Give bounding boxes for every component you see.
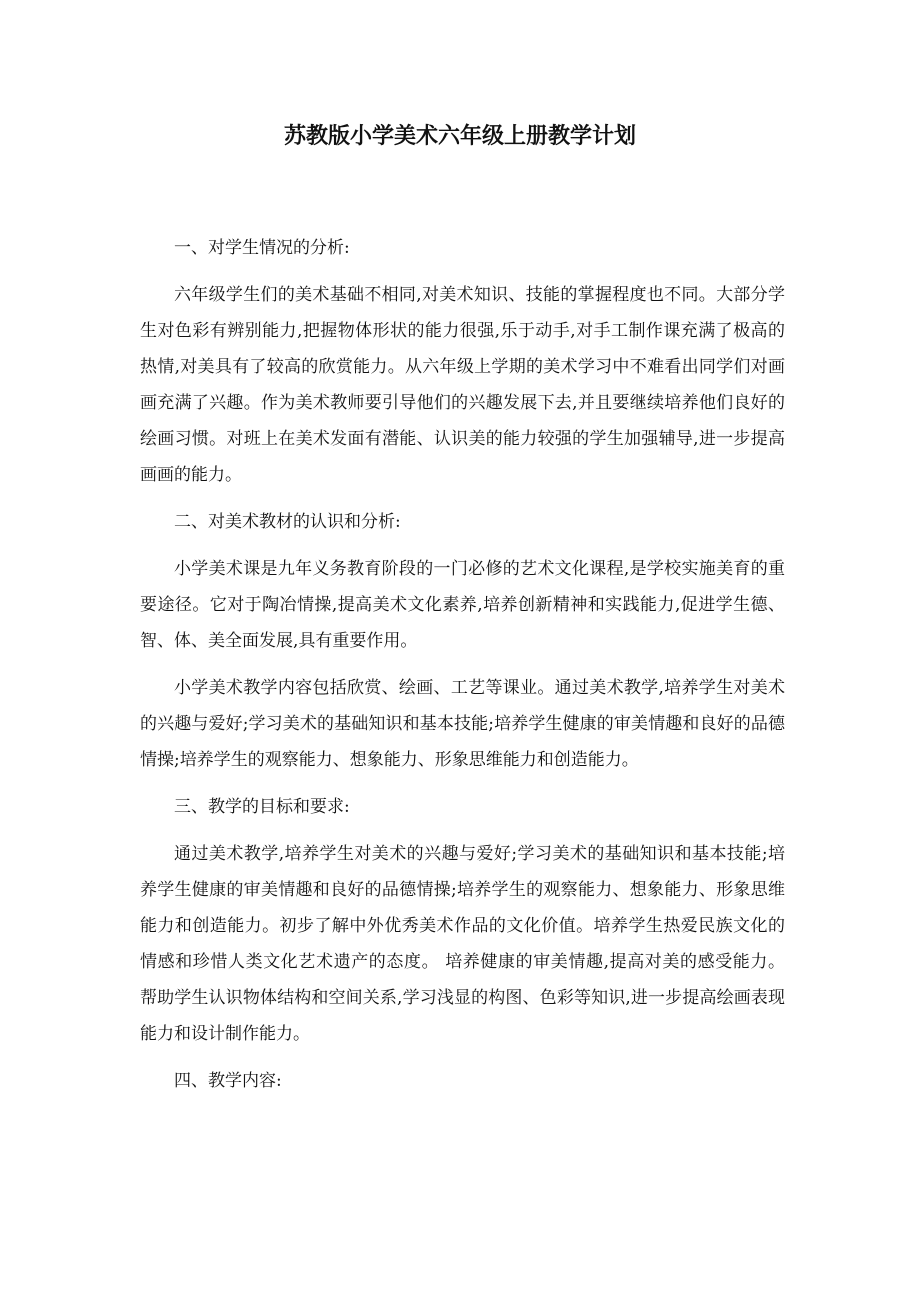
section-heading-student-analysis: 一、对学生情况的分析: xyxy=(174,238,350,258)
document-body xyxy=(140,230,785,1099)
paragraph-textbook-analysis-2: 小学美术教学内容包括欣赏、绘画、工艺等课业。通过美术教学,培养学生对美术的兴趣与爱好;学习美术的基础知识和基本技能;培养学生健康的审美情趣和良好的品德情操;培养学生的观察能力、想象能力、形象思维能力和创造能力。 xyxy=(140,678,785,770)
paragraph-goals: 通过美术教学,培养学生对美术的兴趣与爱好;学习美术的基础知识和基本技能;培养学生健康的审美情趣和良好的品德情操;培养学生的观察能力、想象能力、形象思维能力和创造能力。初步了解中外优秀美术作品的文化价值。培养学生热爱民族文化的情感和珍惜人类文化艺术遗产的态度。 培养健康的审美情趣,提高对美的感受能力。 帮助学生认识物体结构和空间关系,学习浅显的构图、色彩等知识,进一步提高绘画表现能力和设计制作能力。 xyxy=(140,844,785,1044)
section-heading-textbook-analysis: 二、对美术教材的认识和分析: xyxy=(174,512,401,532)
paragraph-textbook-analysis-1: 小学美术课是九年义务教育阶段的一门必修的艺术文化课程,是学校实施美育的重要途径。它对于陶冶情操,提高美术文化素养,培养创新精神和实践能力,促进学生德、智、体、美全面发展,具有重要作用。 xyxy=(140,559,785,651)
section-heading-goals: 三、教学的目标和要求: xyxy=(174,797,350,817)
paragraph-student-analysis: 六年级学生们的美术基础不相同,对美术知识、技能的掌握程度也不同。大部分学生对色彩有辨别能力,把握物体形状的能力很强,乐于动手,对手工制作课充满了极高的热情,对美具有了较高的欣赏能力。从六年级上学期的美术学习中不难看出同学们对画画充满了兴趣。作为美术教师要引导他们的兴趣发展下去,并且要继续培养他们良好的绘画习惯。对班上在美术发面有潜能、认识美的能力较强的学生加强辅导,进一步提高画画的能力。 xyxy=(140,285,785,485)
document-title: 苏教版小学美术六年级上册教学计划 xyxy=(283,123,636,149)
section-heading-teaching-content: 四、教学内容: xyxy=(174,1071,282,1091)
